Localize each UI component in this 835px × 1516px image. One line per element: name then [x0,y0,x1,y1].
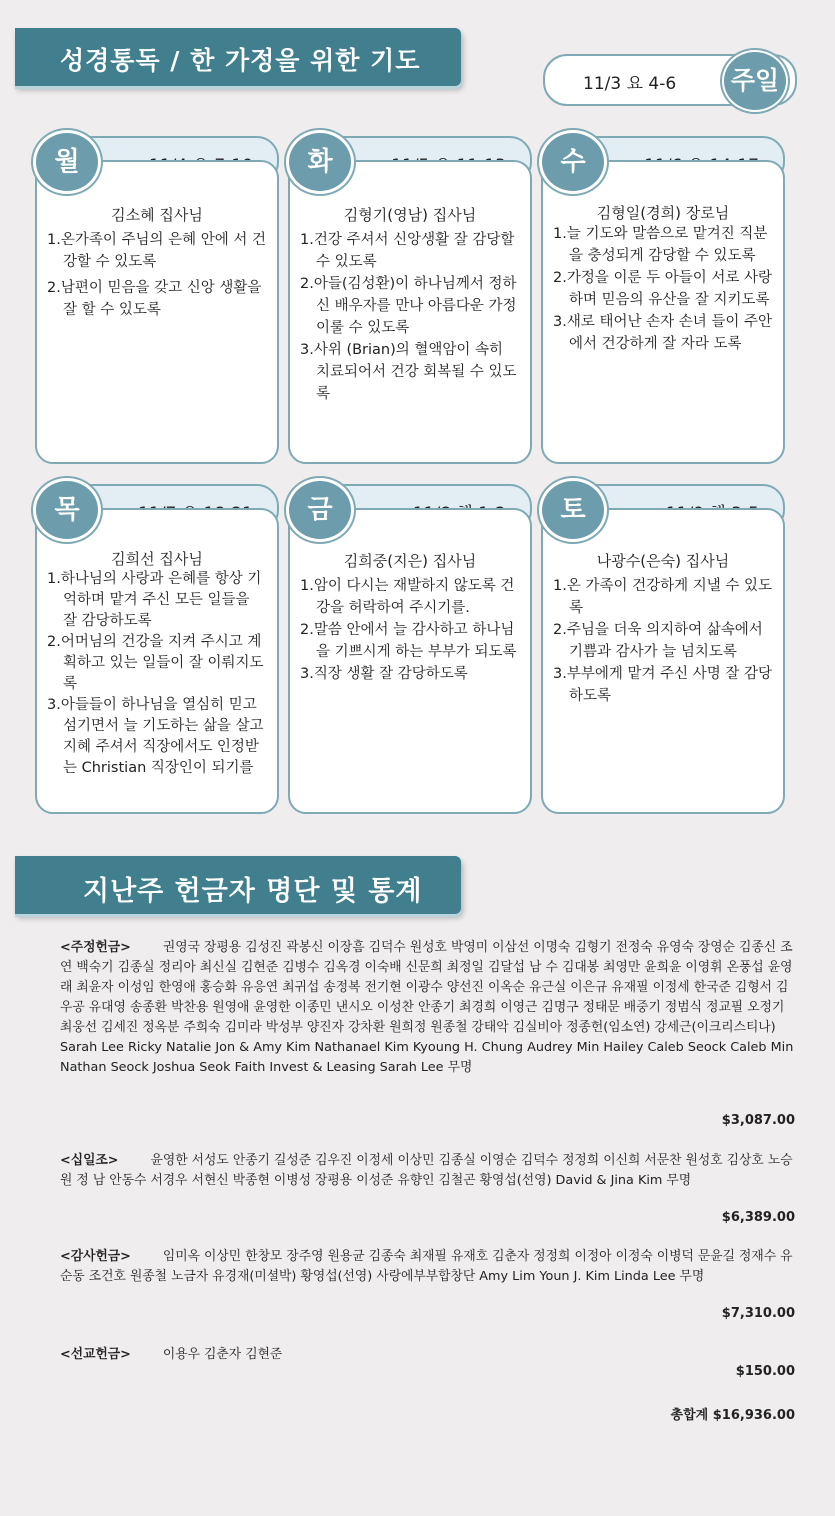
prayer-list [553,223,773,355]
prayer-item: 3.새로 태어난 손자 손녀 들이 주안에서 건강하게 잘 자라 도록 [553,314,772,352]
offering-names: 권영국 장평용 김성진 곽봉신 이장흠 김덕수 원성호 박영미 이삼선 이명숙 김형기 전정숙 유영숙 장영순 김종신 조 연 백숙기 김종실 정리아 최신실 김현준 김병수 김옥경 이숙배 신문희 최정일 김달섭 남 수 김대봉 최영만 윤희윤 이영휘 온풍섭 윤영래 최윤자 이성임 한영애 홍승화 유응연 최귀섭 송정복 전기현 이광수 양선진 이옥순 유근실 이은규 유재필 이정세 한국준 김형서 김우공 유대영 송종환 박찬용 원영애 윤영한 이종민 낸시오 이성찬 안종기 최경희 이영근 김명구 정태문 배중기 정범식 정교필 오정기 최웅선 김세진 정옥분 주희숙 김미라 박성부 양진자 강차환 원희정 원종철 강태악 김실비아 정종헌(임소연) 강세근(이크리스티나) Sarah Lee Ricky Natalie Jon & Amy Kim Nathanael Kim Kyoung H. Chung Audrey Min Hailey Caleb Seock Caleb Min Nathan Seock Joshua Seok Faith Invest & Leasing Sarah Lee 무명 [60,940,794,1075]
offering-block-tithe [60,1151,796,1191]
offering-names: 이용우 김춘자 김현준 [162,1347,283,1362]
offering-amount: $150.00 [735,1364,795,1379]
prayer-list [47,569,267,779]
section-title: 지난주 헌금자 명단 및 통계 [83,876,423,907]
day-badge: 주일 [722,50,788,112]
prayer-list [300,229,520,405]
prayer-item: 1.늘 기도와 말씀으로 맡겨진 직분을 충성되게 감당할 수 있도록 [553,226,768,264]
prayer-card-body [541,160,785,464]
prayer-name: 김희선 집사님 [111,550,203,568]
prayer-card-body [35,508,279,814]
reading-ref: 11/3 요 4-6 [583,74,677,94]
section-banner-prayer [15,28,461,86]
offering-block-weekly [60,938,796,1078]
prayer-name: 김희중(지은) 집사님 [343,552,477,570]
prayer-name: 김형일(경희) 장로님 [596,204,730,222]
prayer-item: 1.온 가족이 건강하게 지낼 수 있도록 [553,578,772,616]
prayer-card-body [35,160,279,464]
day-badge: 목 [33,478,101,542]
prayer-item: 1.하나님의 사랑과 은혜를 항상 기억하며 맡겨 주신 모든 일들을 잘 감당하도록 [47,571,262,629]
offering-amount: $7,310.00 [721,1306,795,1321]
prayer-item: 2.말씀 안에서 늘 감사하고 하나님을 기쁘시게 하는 부부가 되도록 [300,622,517,660]
section-title: 성경통독 / 한 가정을 위한 기도 [60,46,421,75]
offering-amount: $3,087.00 [721,1113,795,1128]
prayer-item: 1.온가족이 주님의 은혜 안에 서 건강할 수 있도록 [47,232,266,270]
prayer-item: 2.어머님의 건강을 지켜 주시고 계획하고 있는 일들이 잘 이뤄지도록 [47,634,264,692]
offering-block-thanks [60,1247,796,1287]
offering-total: 총합계 $16,936.00 [670,1408,795,1423]
offering-category: <주정헌금> [60,940,131,955]
prayer-item: 2.주님을 더욱 의지하여 삶속에서 기쁨과 감사가 늘 넘치도록 [553,622,763,660]
prayer-item: 1.건강 주셔서 신앙생활 잘 감당할 수 있도록 [300,232,515,270]
prayer-item: 2.가정을 이룬 두 아들이 서로 사랑하며 믿음의 유산을 잘 지키도록 [553,270,772,308]
offering-names: 임미옥 이상민 한창모 장주영 원용균 김종숙 최재필 유재호 김춘자 정정희 이정아 이정숙 이병덕 문윤길 정재수 유순동 조건호 원종철 노금자 유경재(미셜박) 황영섭(선영) 사랑에부부합창단 Amy Lim Youn J. Kim Linda Lee 무명 [60,1249,793,1284]
day-badge: 월 [33,130,101,194]
prayer-item: 2.남편이 믿음을 갖고 신앙 생활을 잘 할 수 있도록 [47,280,262,318]
offering-amount: $6,389.00 [721,1210,795,1225]
prayer-item: 3.사위 (Brian)의 혈액암이 속히 치료되어서 건강 회복될 수 있도록 [300,342,517,402]
prayer-name: 나광수(은숙) 집사님 [596,552,730,570]
prayer-name: 김소혜 집사님 [111,206,203,224]
offering-block-mission [60,1345,796,1365]
prayer-item: 1.암이 다시는 재발하지 않도록 건강을 허락하여 주시기를. [300,578,515,616]
sunday-reading [543,54,797,106]
day-badge: 화 [286,130,354,194]
prayer-list [553,575,773,707]
day-badge: 금 [286,478,354,542]
offering-category: <감사헌금> [60,1249,131,1264]
prayer-list [300,575,520,685]
day-badge: 수 [539,130,607,194]
prayer-list [47,229,267,321]
offering-names: 윤영한 서성도 안종기 길성준 김우진 이정세 이상민 김종실 이영순 김덕수 정정희 이신희 서문찬 원성호 김상호 노승원 정 남 안동수 서경우 서현신 박종현 이병성 장평용 이성준 유향인 김철곤 황영섭(선영) David & Jina Kim 무명 [60,1153,793,1188]
day-badge: 토 [539,478,607,542]
prayer-item: 3.부부에게 맡겨 주신 사명 잘 감당하도록 [553,666,772,704]
prayer-card-body [288,160,532,464]
offering-category: <선교헌금> [60,1347,131,1362]
prayer-item: 3.아들들이 하나님을 열심히 믿고 섬기면서 늘 기도하는 삶을 살고 지혜 주셔서 직장에서도 인정받는 Christian 직장인이 되기를 [47,697,264,776]
prayer-card-body [288,508,532,814]
prayer-item: 2.아들(김성환)이 하나님께서 정하신 배우자를 만나 아름다운 가정 이룰 수 있도록 [300,276,517,336]
prayer-item: 3.직장 생활 잘 감당하도록 [300,666,468,682]
prayer-name: 김형기(영남) 집사님 [343,206,477,224]
section-banner-offering [15,856,461,914]
offering-category: <십일조> [60,1153,119,1168]
prayer-card-body [541,508,785,814]
